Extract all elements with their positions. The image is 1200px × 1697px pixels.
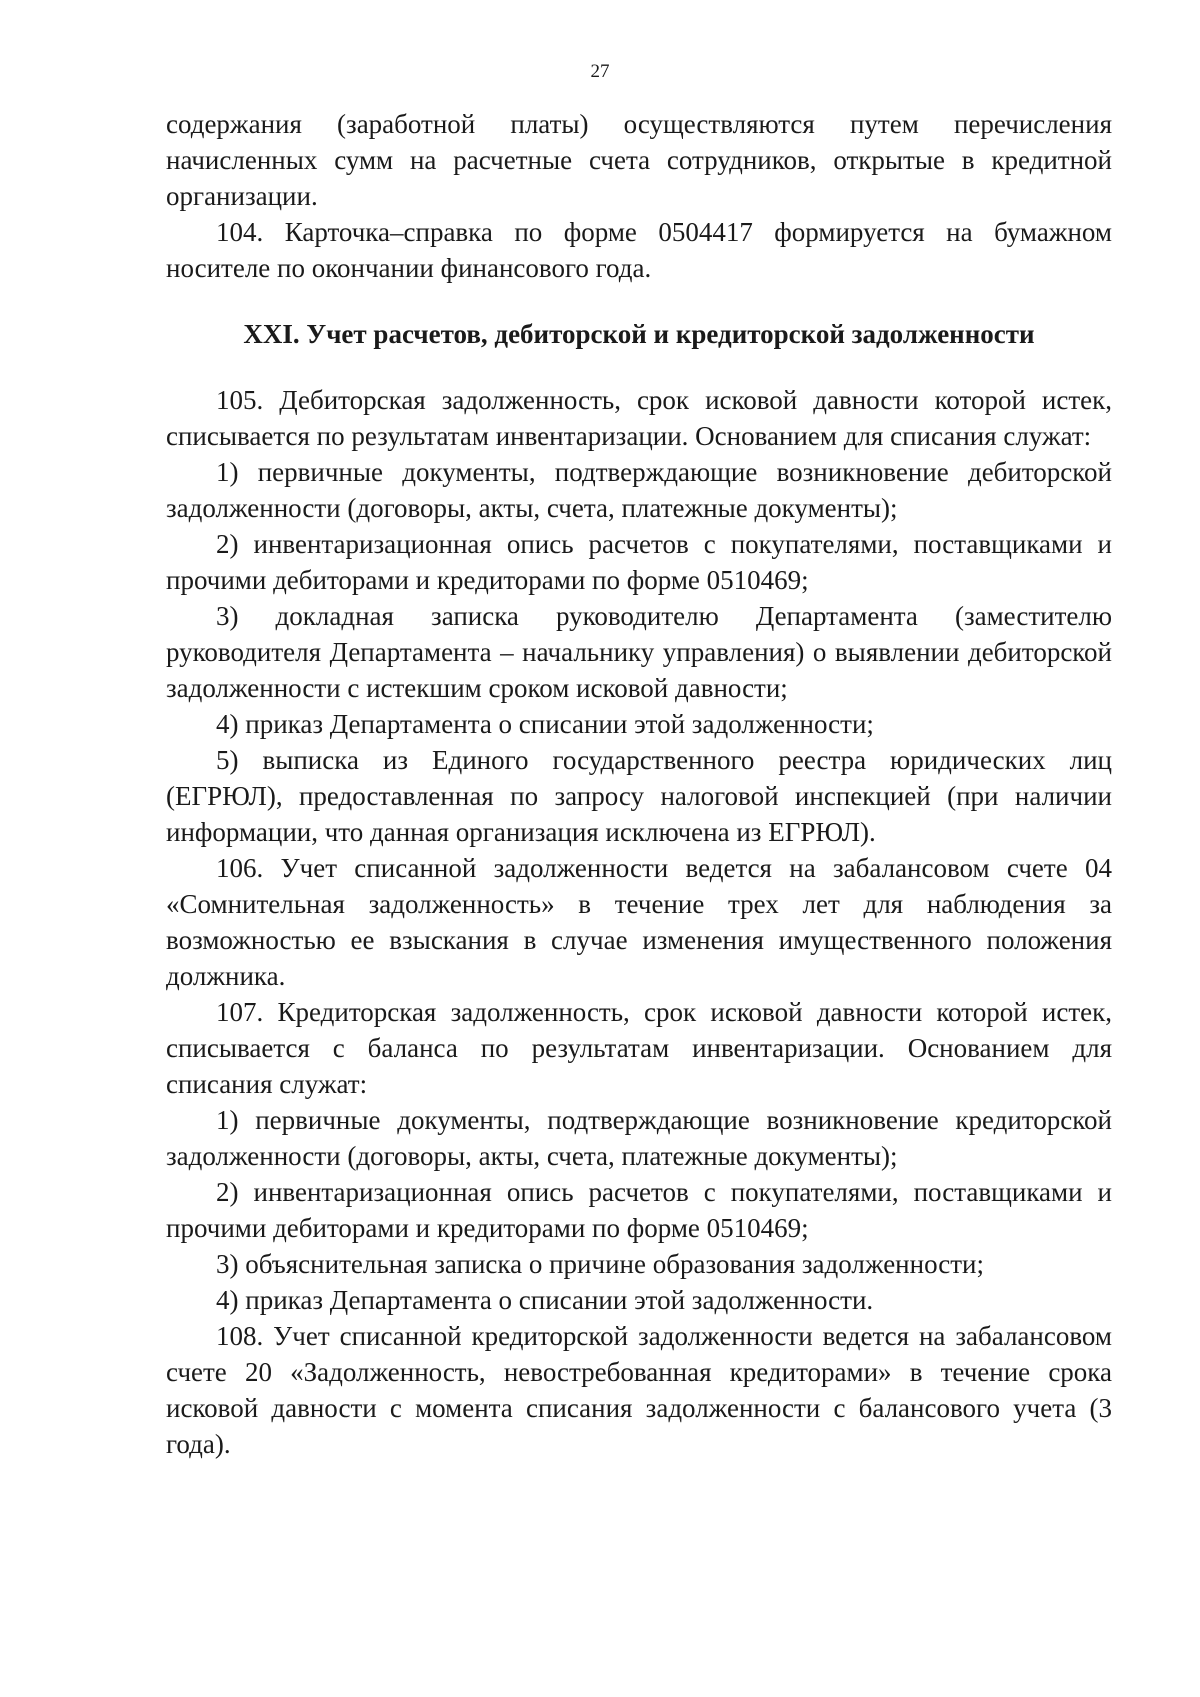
paragraph-continuation: содержания (заработной платы) осуществляются путем перечисления начисленных сумм на расчетные счета сотрудников, открытые в кредитной организации. (166, 109, 1112, 211)
list-item-105-5: 5) выписка из Единого государственного реестра юридических лиц (ЕГРЮЛ), предоставленная по запросу налоговой инспекцией (при наличии информации, что данная организация исключена из ЕГРЮЛ). (166, 745, 1112, 847)
list-item-107-3: 3) объяснительная записка о причине образования задолженности; (216, 1249, 984, 1279)
page-number: 27 (590, 61, 610, 82)
list-item-105-2: 2) инвентаризационная опись расчетов с покупателями, поставщиками и прочими дебиторами и кредиторами по форме 0510469; (166, 529, 1112, 595)
list-item-105-3: 3) докладная записка руководителю Департамента (заместителю руководителя Департамента – начальнику управления) о выявлении дебиторской задолженности с истекшим сроком исковой давности; (166, 601, 1112, 703)
paragraph-107: 107. Кредиторская задолженность, срок исковой давности которой истек, списывается с баланса по результатам инвентаризации. Основанием для списания служат: (166, 997, 1112, 1099)
list-item-107-2: 2) инвентаризационная опись расчетов с покупателями, поставщиками и прочими дебиторами и кредиторами по форме 0510469; (166, 1177, 1112, 1243)
paragraph-105: 105. Дебиторская задолженность, срок исковой давности которой истек, списывается по результатам инвентаризации. Основанием для списания служат: (166, 385, 1112, 451)
list-item-107-4: 4) приказ Департамента о списании этой задолженности. (216, 1285, 874, 1315)
section-heading: XXI. Учет расчетов, дебиторской и кредиторской задолженности (243, 319, 1035, 349)
list-item-105-4: 4) приказ Департамента о списании этой задолженности; (216, 709, 874, 739)
document-body (166, 106, 1112, 1462)
list-item-107-1: 1) первичные документы, подтверждающие возникновение кредиторской задолженности (договоры, акты, счета, платежные документы); (166, 1105, 1112, 1171)
paragraph-108: 108. Учет списанной кредиторской задолженности ведется на забалансовом счете 20 «Задолженность, невостребованная кредиторами» в течение срока исковой давности с момента списания задолженности с балансового учета (3 года). (166, 1321, 1112, 1459)
list-item-105-1: 1) первичные документы, подтверждающие возникновение дебиторской задолженности (договоры, акты, счета, платежные документы); (166, 457, 1112, 523)
paragraph-106: 106. Учет списанной задолженности ведется на забалансовом счете 04 «Сомнительная задолженность» в течение трех лет для наблюдения за возможностью ее взыскания в случае изменения имущественного положения должника. (166, 853, 1112, 991)
paragraph-104: 104. Карточка–справка по форме 0504417 формируется на бумажном носителе по окончании финансового года. (166, 217, 1112, 283)
